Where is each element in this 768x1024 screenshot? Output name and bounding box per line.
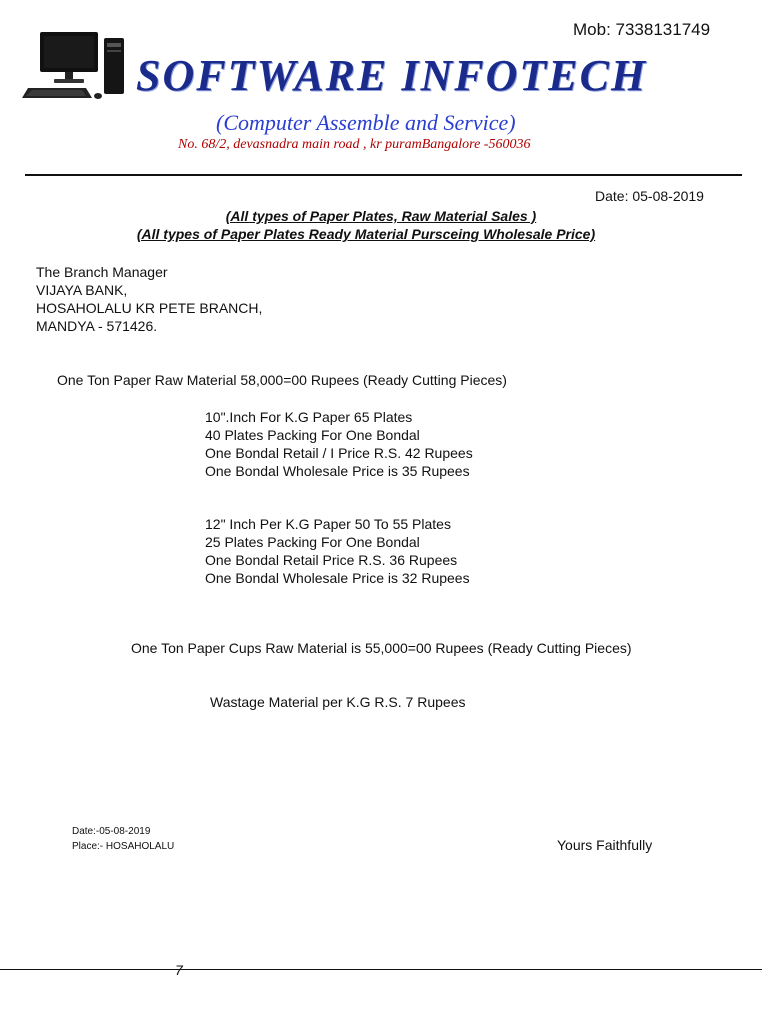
recipient-line: VIJAYA BANK, [36, 282, 128, 298]
recipient-line: HOSAHOLALU KR PETE BRANCH, [36, 300, 263, 316]
header-divider [25, 174, 742, 176]
company-name: SOFTWARE INFOTECH [136, 51, 648, 100]
paper-raw-material: One Ton Paper Raw Material 58,000=00 Rupees (Ready Cutting Pieces) [57, 372, 507, 388]
recipient-line: The Branch Manager [36, 264, 168, 280]
letter-date: Date: 05-08-2019 [595, 188, 704, 204]
subject-line-1: (All types of Paper Plates, Raw Material Sales ) [225, 208, 537, 224]
detail-line: 12" Inch Per K.G Paper 50 To 55 Plates [205, 516, 451, 532]
footer-place: Place:- HOSAHOLALU [72, 841, 175, 852]
detail-line: One Bondal Wholesale Price is 32 Rupees [205, 570, 470, 586]
page-number: 7 [175, 962, 183, 978]
twelve-inch-plate-details [205, 515, 470, 587]
detail-line: 40 Plates Packing For One Bondal [205, 427, 420, 443]
subject-line-2: (All types of Paper Plates Ready Material Pursceing Wholesale Price) [136, 226, 596, 242]
closing-signoff: Yours Faithfully [557, 837, 653, 853]
footer-divider [0, 969, 762, 970]
cups-raw-material: One Ton Paper Cups Raw Material is 55,000=00 Rupees (Ready Cutting Pieces) [131, 640, 632, 656]
mobile-number: Mob: 7338131749 [573, 20, 711, 39]
detail-line: One Bondal Wholesale Price is 35 Rupees [205, 463, 470, 479]
ten-inch-plate-details [205, 408, 473, 480]
detail-line: One Bondal Retail / I Price R.S. 42 Rupees [205, 445, 473, 461]
detail-line: 25 Plates Packing For One Bondal [205, 534, 420, 550]
company-tagline: (Computer Assemble and Service) [216, 110, 516, 135]
company-address: No. 68/2, devasnadra main road , kr puramBangalore -560036 [178, 137, 531, 152]
footer-date-place [72, 824, 174, 854]
footer-date: Date:-05-08-2019 [72, 826, 151, 837]
detail-line: 10".Inch For K.G Paper 65 Plates [205, 409, 413, 425]
computer-logo-icon [20, 30, 128, 102]
detail-line: One Bondal Retail Price R.S. 36 Rupees [205, 552, 458, 568]
recipient-line: MANDYA - 571426. [36, 318, 158, 334]
wastage-material: Wastage Material per K.G R.S. 7 Rupees [210, 694, 466, 710]
recipient-address [36, 263, 262, 335]
